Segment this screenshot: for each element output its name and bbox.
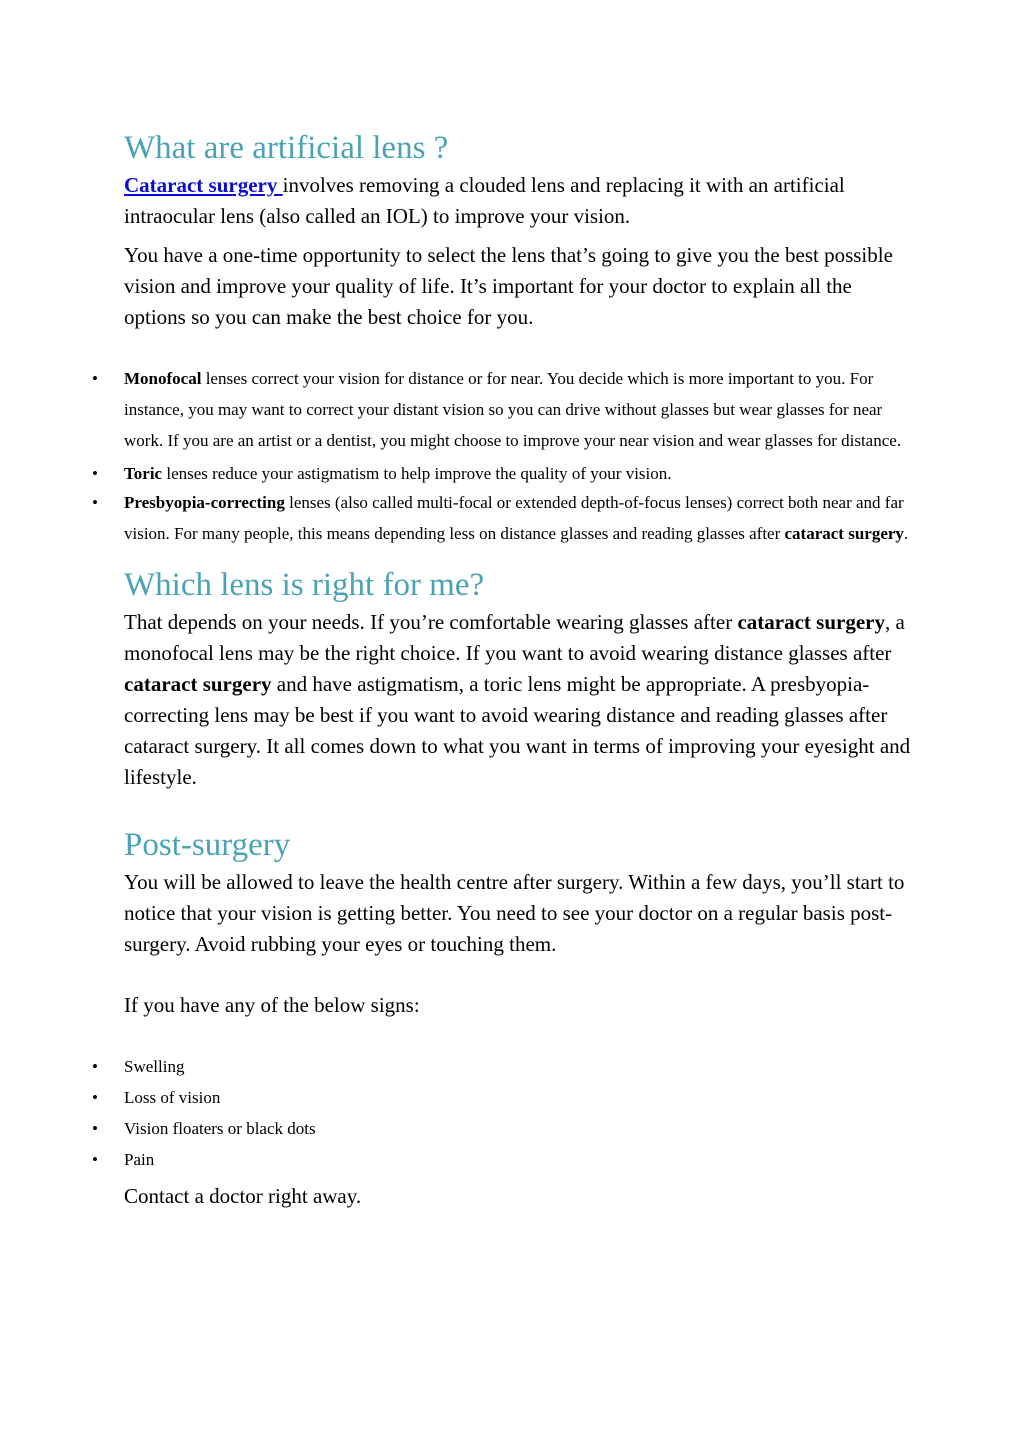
- lens-type-name: Monofocal: [124, 369, 202, 388]
- list-item-pain: [92, 1144, 914, 1175]
- list-item-loss-of-vision: [92, 1082, 914, 1113]
- which-lens-text-3: and have astigmatism, a toric lens might be appropriate. A presbyopia-correcting lens may be best if you want to avoid wearing distance and reading glasses after cataract surgery. It all comes down to what you want in terms of improving your eyesight and lifestyle.: [124, 671, 911, 789]
- lens-type-description: lenses (also called multi-focal or extended depth-of-focus lenses) correct both near and far vision. For many people, this means depending less on distance glasses and reading glasses after: [124, 492, 904, 543]
- lens-types-list-continued: [92, 459, 914, 490]
- intro-paragraph-text: involves removing a clouded lens and replacing it with an artificial intraocular lens (also called an IOL) to improve your vision.: [124, 173, 845, 228]
- bullet-icon: •: [92, 464, 98, 483]
- cataract-surgery-link[interactable]: Cataract surgery: [124, 173, 283, 197]
- heading-which-lens: Which lens is right for me?: [124, 566, 485, 603]
- lens-type-description: lenses reduce your astigmatism to help improve the quality of your vision.: [162, 464, 672, 483]
- sign-label: Vision floaters or black dots: [124, 1118, 316, 1138]
- bullet-icon: •: [92, 1149, 98, 1169]
- bullet-icon: •: [92, 369, 98, 388]
- intro-paragraph: [124, 170, 914, 232]
- bullet-icon: •: [92, 1118, 98, 1138]
- sign-label: Pain: [124, 1149, 155, 1169]
- cataract-surgery-bold: cataract surgery: [784, 523, 904, 543]
- warning-signs-list: [92, 1051, 914, 1175]
- list-item-toric: [92, 459, 914, 490]
- bullet-icon: •: [92, 1056, 98, 1076]
- heading-post-surgery: Post-surgery: [124, 826, 291, 863]
- sign-label: Loss of vision: [124, 1087, 221, 1107]
- sentence-end: .: [903, 523, 909, 543]
- list-item-presbyopia: [92, 487, 914, 549]
- signs-intro: If you have any of the below signs:: [124, 992, 420, 1017]
- sign-label: Swelling: [124, 1056, 185, 1076]
- lens-types-list: [92, 363, 914, 456]
- list-item-monofocal: [92, 363, 914, 456]
- bullet-icon: •: [92, 492, 98, 512]
- lens-types-list-last: [92, 487, 914, 549]
- lens-type-name: Toric: [124, 464, 163, 483]
- list-item-swelling: [92, 1051, 914, 1082]
- post-surgery-paragraph: You will be allowed to leave the health centre after surgery. Within a few days, you’ll start to notice that your vision is getting better. You need to see your doctor on a regular basis post-surgery. Avoid rubbing your eyes or touching them.: [124, 869, 905, 956]
- list-item-floaters: [92, 1113, 914, 1144]
- lens-type-description: lenses correct your vision for distance or for near. You decide which is more important to you. For instance, you may want to correct your distant vision so you can drive without glasses but wear glasses for near work. If you are an artist or a dentist, you might choose to improve your near vision and wear glasses for distance.: [124, 369, 902, 450]
- which-lens-text-1: That depends on your needs. If you’re comfortable wearing glasses after: [124, 609, 738, 634]
- bullet-icon: •: [92, 1087, 98, 1107]
- opportunity-paragraph: You have a one-time opportunity to select the lens that’s going to give you the best possible vision and improve your quality of life. It’s important for your doctor to explain all the options so you can make the best choice for you.: [124, 243, 893, 329]
- cataract-surgery-bold: cataract surgery: [737, 609, 885, 634]
- which-lens-text-2: , a monofocal lens may be the right choice. If you want to avoid wearing distance glasses after: [124, 609, 905, 665]
- lens-type-name: Presbyopia-correcting: [124, 492, 285, 512]
- document-content: [92, 128, 914, 1220]
- heading-artificial-lens: What are artificial lens ?: [124, 130, 449, 166]
- contact-doctor-text: Contact a doctor right away.: [124, 1183, 362, 1208]
- which-lens-paragraph: [124, 607, 914, 793]
- cataract-surgery-bold: cataract surgery: [124, 671, 272, 696]
